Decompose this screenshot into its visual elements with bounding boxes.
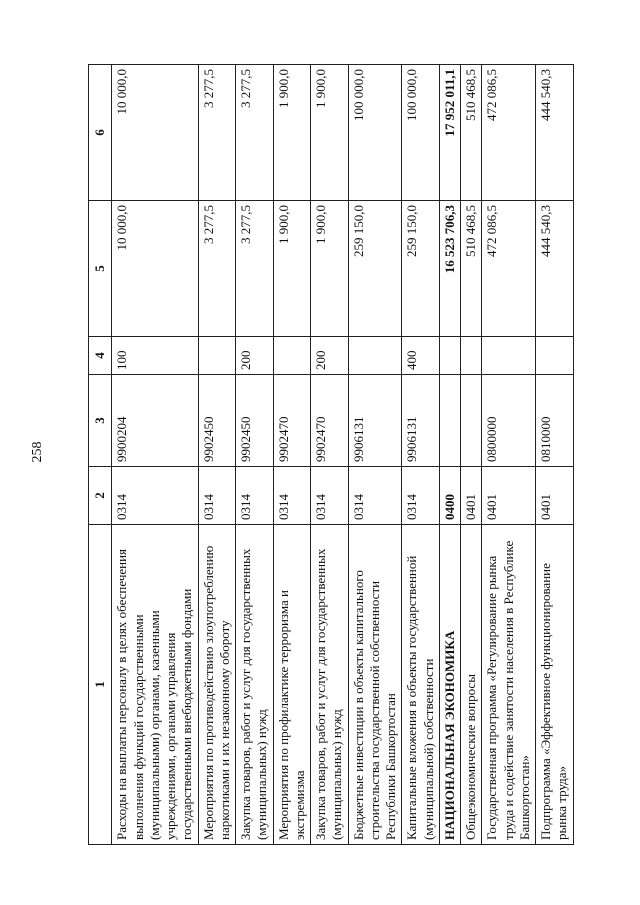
cell-name: Подпрограмма «Эффективное функционирование рынка труда»	[536, 525, 574, 845]
budget-table-container	[88, 65, 570, 845]
cell-amount-5: 1 900,0	[311, 201, 349, 337]
cell-amount-6: 10 000,0	[112, 65, 198, 201]
table-row	[536, 65, 574, 845]
table-row	[236, 65, 274, 845]
table-row	[461, 65, 482, 845]
cell-amount-5: 444 540,3	[536, 201, 574, 337]
cell-amount-5: 259 150,0	[402, 201, 440, 337]
cell-section-code: 0401	[461, 467, 482, 525]
cell-name: Капитальные вложения в объекты государственной (муниципальной) собственности	[402, 525, 440, 845]
cell-target-code: 9906131	[348, 375, 402, 467]
cell-name: Закупка товаров, работ и услуг для государственных (муниципальных) нужд	[236, 525, 274, 845]
cell-target-code: 9902470	[311, 375, 349, 467]
cell-section-code: 0314	[402, 467, 440, 525]
table-row	[402, 65, 440, 845]
cell-amount-6: 1 900,0	[273, 65, 311, 201]
header-col-2: 2	[89, 467, 112, 525]
cell-section-code: 0314	[236, 467, 274, 525]
cell-target-code: 0810000	[536, 375, 574, 467]
cell-section-code: 0400	[439, 467, 460, 525]
cell-expense-type	[482, 337, 536, 375]
page-number-text: 258	[30, 441, 45, 463]
header-col-1: 1	[89, 525, 112, 845]
cell-section-code: 0314	[348, 467, 402, 525]
cell-name: Государственная программа «Регулирование рынка труда и содействие занятости населения в Республике Башкортостан»	[482, 525, 536, 845]
cell-amount-5: 472 086,5	[482, 201, 536, 337]
cell-name: Закупка товаров, работ и услуг для государственных (муниципальных) нужд	[311, 525, 349, 845]
table-header-row	[89, 65, 112, 845]
cell-name: Мероприятия по противодействию злоупотреблению наркотиками и их незаконному обороту	[198, 525, 236, 845]
cell-amount-5: 1 900,0	[273, 201, 311, 337]
cell-amount-6: 472 086,5	[482, 65, 536, 201]
cell-amount-5: 16 523 706,3	[439, 201, 460, 337]
cell-target-code: 9902450	[236, 375, 274, 467]
cell-amount-6: 3 277,5	[236, 65, 274, 201]
cell-section-code: 0314	[198, 467, 236, 525]
cell-expense-type	[461, 337, 482, 375]
cell-expense-type	[348, 337, 402, 375]
cell-amount-6: 100 000,0	[402, 65, 440, 201]
table-body	[112, 65, 573, 845]
cell-target-code: 9900204	[112, 375, 198, 467]
cell-section-code: 0401	[482, 467, 536, 525]
cell-amount-6: 510 468,5	[461, 65, 482, 201]
cell-expense-type	[439, 337, 460, 375]
cell-amount-5: 3 277,5	[198, 201, 236, 337]
header-col-6: 6	[89, 65, 112, 201]
cell-expense-type	[536, 337, 574, 375]
header-col-4: 4	[89, 337, 112, 375]
header-col-3: 3	[89, 375, 112, 467]
cell-amount-5: 259 150,0	[348, 201, 402, 337]
header-col-5: 5	[89, 201, 112, 337]
cell-name: Расходы на выплаты персоналу в целях обеспечения выполнения функций государственными (муниципальными) органами, казенными учреждениями, органами управления государственными внебюджетными фондами	[112, 525, 198, 845]
cell-target-code: 9902470	[273, 375, 311, 467]
cell-section-code: 0314	[273, 467, 311, 525]
rotated-table-frame	[88, 65, 570, 845]
cell-target-code	[439, 375, 460, 467]
table-row	[273, 65, 311, 845]
cell-expense-type: 200	[236, 337, 274, 375]
cell-name: Общеэкономические вопросы	[461, 525, 482, 845]
cell-target-code: 0800000	[482, 375, 536, 467]
cell-name: Бюджетные инвестиции в объекты капитального строительства государственной собственности Республики Башкортостан	[348, 525, 402, 845]
cell-amount-6: 444 540,3	[536, 65, 574, 201]
cell-expense-type: 400	[402, 337, 440, 375]
cell-section-code: 0401	[536, 467, 574, 525]
cell-target-code: 9902450	[198, 375, 236, 467]
cell-amount-6: 100 000,0	[348, 65, 402, 201]
cell-amount-6: 1 900,0	[311, 65, 349, 201]
cell-amount-5: 510 468,5	[461, 201, 482, 337]
cell-amount-5: 3 277,5	[236, 201, 274, 337]
cell-section-code: 0314	[112, 467, 198, 525]
cell-name: НАЦИОНАЛЬНАЯ ЭКОНОМИКА	[439, 525, 460, 845]
budget-table	[88, 64, 574, 845]
cell-amount-6: 3 277,5	[198, 65, 236, 201]
cell-name: Мероприятия по профилактике терроризма и экстремизма	[273, 525, 311, 845]
table-row	[311, 65, 349, 845]
table-row	[198, 65, 236, 845]
cell-expense-type	[198, 337, 236, 375]
cell-amount-5: 10 000,0	[112, 201, 198, 337]
cell-expense-type	[273, 337, 311, 375]
cell-expense-type: 200	[311, 337, 349, 375]
table-row	[348, 65, 402, 845]
cell-section-code: 0314	[311, 467, 349, 525]
table-row	[482, 65, 536, 845]
cell-amount-6: 17 952 011,1	[439, 65, 460, 201]
cell-expense-type: 100	[112, 337, 198, 375]
cell-target-code	[461, 375, 482, 467]
table-row	[439, 65, 460, 845]
table-row	[112, 65, 198, 845]
cell-target-code: 9906131	[402, 375, 440, 467]
